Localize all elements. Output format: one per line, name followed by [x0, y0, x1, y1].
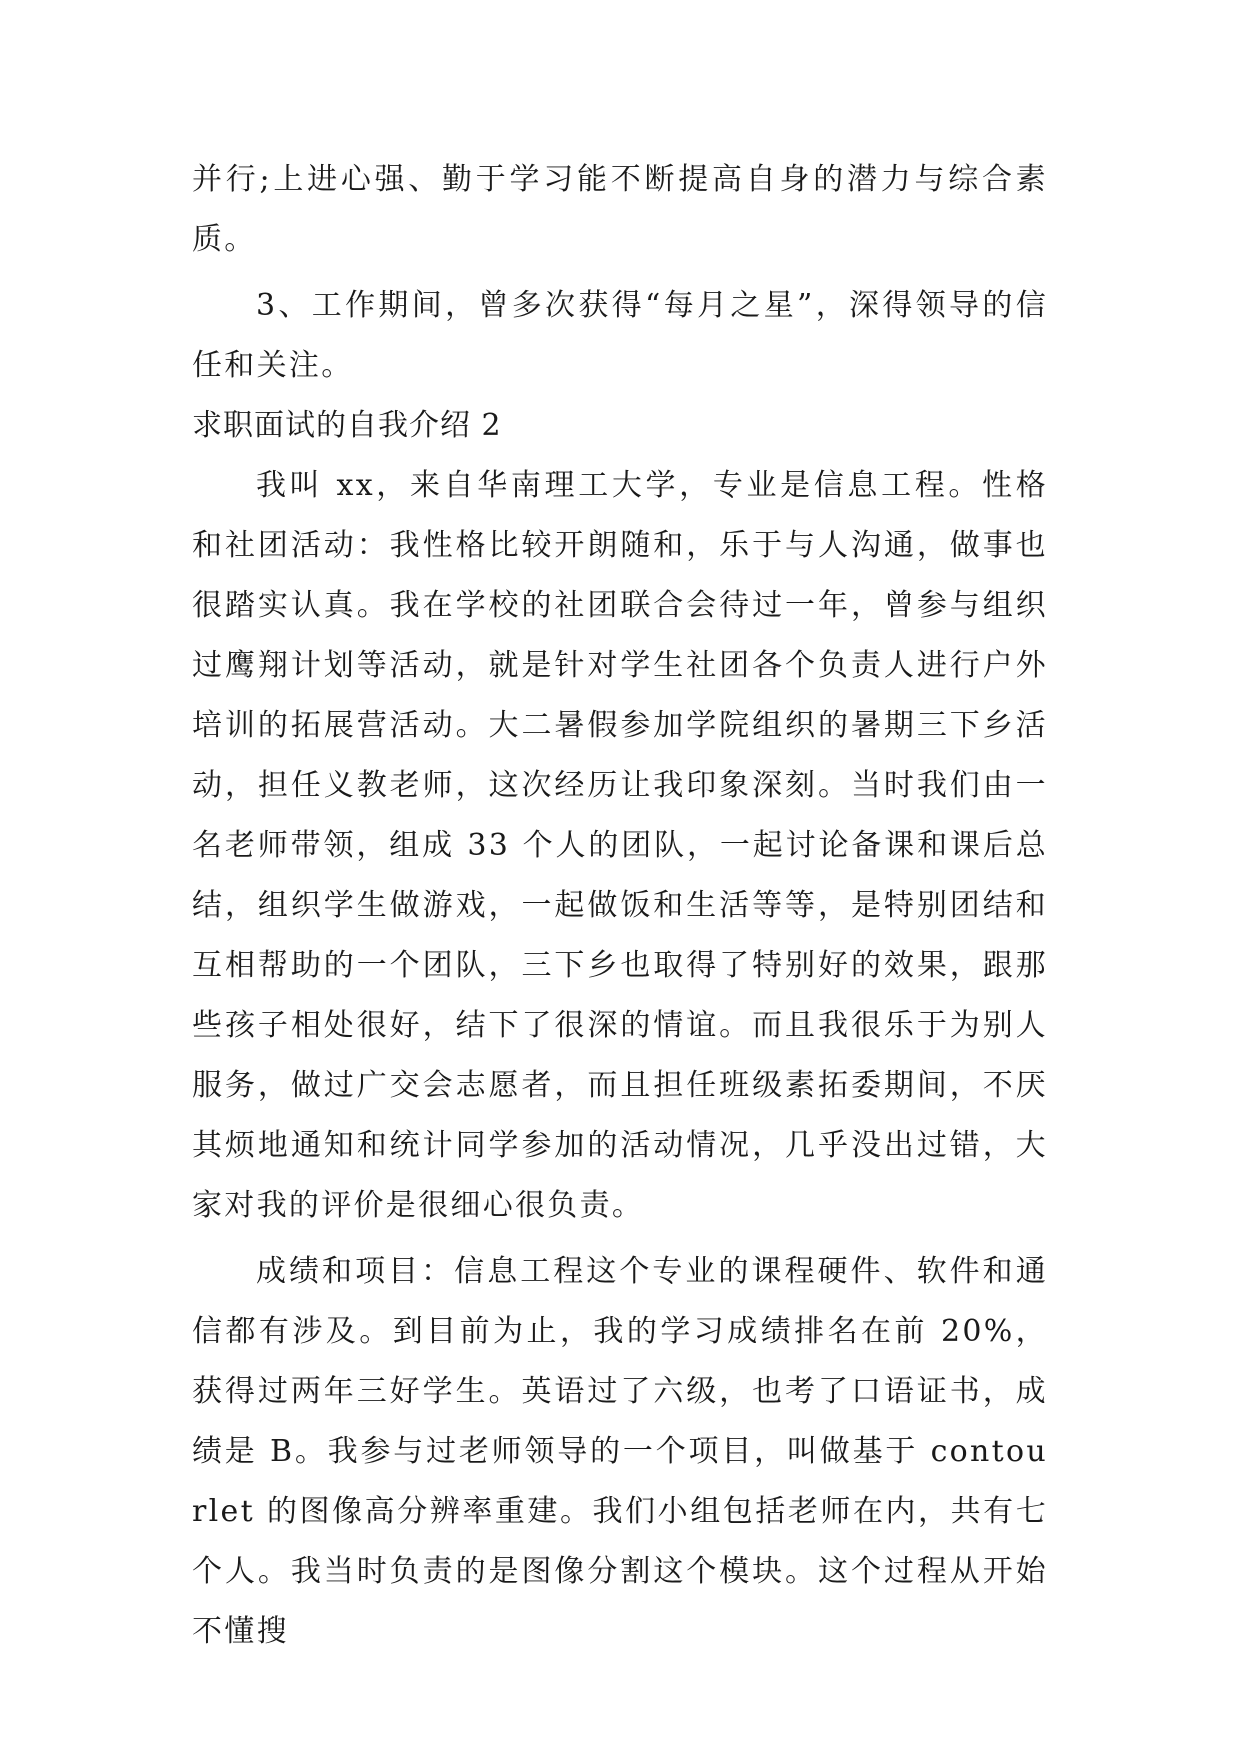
paragraph-intro: 我叫 xx，来自华南理工大学，专业是信息工程。性格和社团活动：我性格比较开朗随和，乐于与人沟通，做事也很踏实认真。我在学校的社团联合会待过一年，曾参与组织过鹰翔计划等活动，就是针对学生社团各个负责人进行户外培训的拓展营活动。大二暑假参加学院组织的暑期三下乡活动，担任义教老师，这次经历让我印象深刻。当时我们由一名老师带领，组成 33 个人的团队，一起讨论备课和课后总结，组织学生做游戏，一起做饭和生活等等，是特别团结和互相帮助的一个团队，三下乡也取得了特别好的效果，跟那些孩子相处很好，结下了很深的情谊。而且我很乐于为别人服务，做过广交会志愿者，而且担任班级素拓委期间，不厌其烦地通知和统计同学参加的活动情况，几乎没出过错，大家对我的评价是很细心很负责。 — [192, 468, 1048, 1223]
paragraph-item-3: 3、工作期间，曾多次获得“每月之星”，深得领导的信任和关注。 — [192, 288, 1048, 383]
paragraph-continued: 并行;上进心强、勤于学习能不断提高自身的潜力与综合素质。 — [192, 162, 1048, 257]
document-page — [192, 150, 1048, 1662]
section-heading: 求职面试的自我介绍 2 — [192, 408, 502, 443]
paragraph-grades-projects: 成绩和项目：信息工程这个专业的课程硬件、软件和通信都有涉及。到目前为止，我的学习成绩排名在前 20%，获得过两年三好学生。英语过了六级，也考了口语证书，成绩是 B。我参与过老师领导的一个项目，叫做基于 contourlet 的图像高分辨率重建。我们小组包括老师在内，共有七个人。我当时负责的是图像分割这个模块。这个过程从开始不懂搜 — [192, 1254, 1048, 1649]
